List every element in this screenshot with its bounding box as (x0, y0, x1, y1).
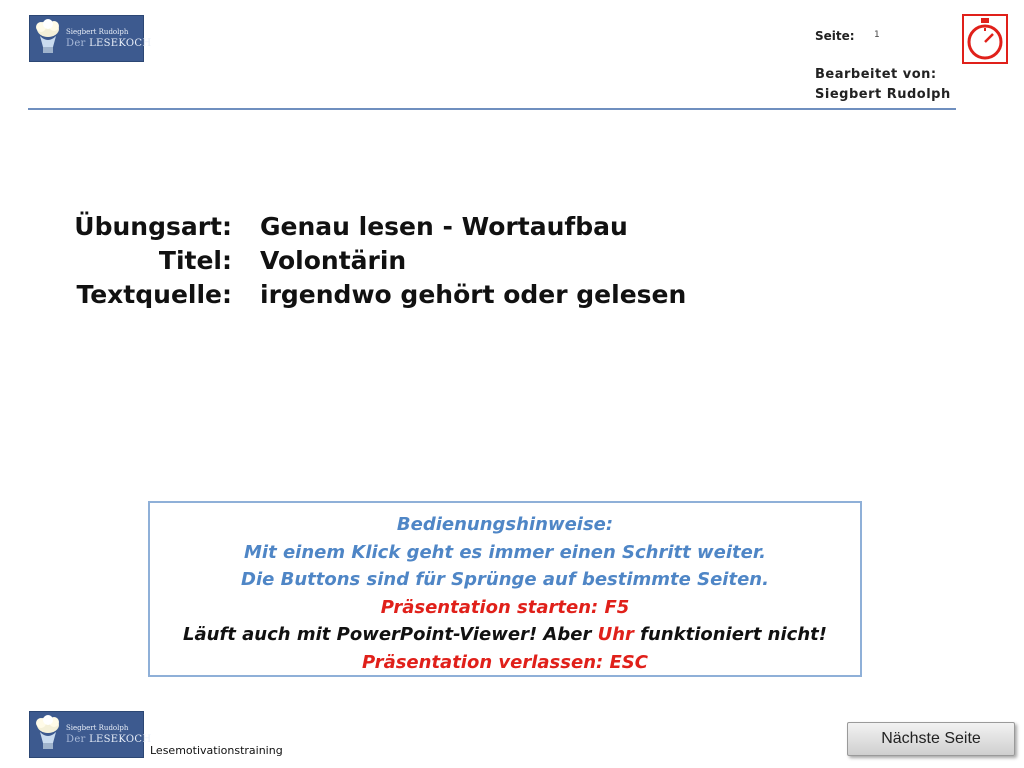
edited-by-name: Siegbert Rudolph (815, 87, 951, 102)
header-divider (28, 108, 956, 110)
info-row-source (60, 280, 700, 314)
instructions-line: Die Buttons sind für Sprünge auf bestimmte Seiten. (241, 569, 769, 590)
instructions-line: Mit einem Klick geht es immer einen Schritt weiter. (244, 541, 766, 563)
instructions-viewer-note: Läuft auch mit PowerPoint-Viewer! Aber Uhr funktioniert nicht! (183, 624, 827, 645)
exercise-info (60, 212, 700, 314)
instructions-exit: Präsentation verlassen: ESC (362, 651, 648, 673)
info-value: Volontärin (260, 246, 407, 275)
stopwatch-button[interactable] (962, 14, 1008, 64)
page-label: Seite: (815, 29, 855, 43)
info-value: Genau lesen - Wortaufbau (260, 212, 628, 241)
page-number: 1 (874, 30, 880, 40)
edited-by-label: Bearbeitet von: (815, 67, 937, 82)
info-value: irgendwo gehört oder gelesen (260, 280, 687, 309)
bulb-icon (34, 20, 62, 56)
info-label: Übungsart: (74, 212, 232, 241)
footer-caption: Lesemotivationstraining (150, 744, 283, 757)
instructions-heading: Bedienungshinweise: (396, 514, 614, 535)
info-row-type (60, 212, 700, 246)
info-row-title (60, 246, 700, 280)
logo-header (29, 15, 152, 62)
logo-author: Siegbert Rudolph (66, 724, 129, 732)
logo-title: Der LESEKOCH (66, 38, 152, 49)
stopwatch-icon (962, 14, 1008, 64)
info-label: Titel: (158, 246, 232, 275)
logo-author: Siegbert Rudolph (66, 28, 129, 36)
bulb-icon (34, 716, 62, 752)
next-page-button[interactable]: Nächste Seite (847, 722, 1015, 756)
info-label: Textquelle: (76, 280, 232, 309)
instructions-box (148, 501, 862, 677)
instructions-start: Präsentation starten: F5 (380, 596, 630, 618)
logo-title: Der LESEKOCH (66, 734, 152, 745)
logo-footer (29, 711, 152, 758)
